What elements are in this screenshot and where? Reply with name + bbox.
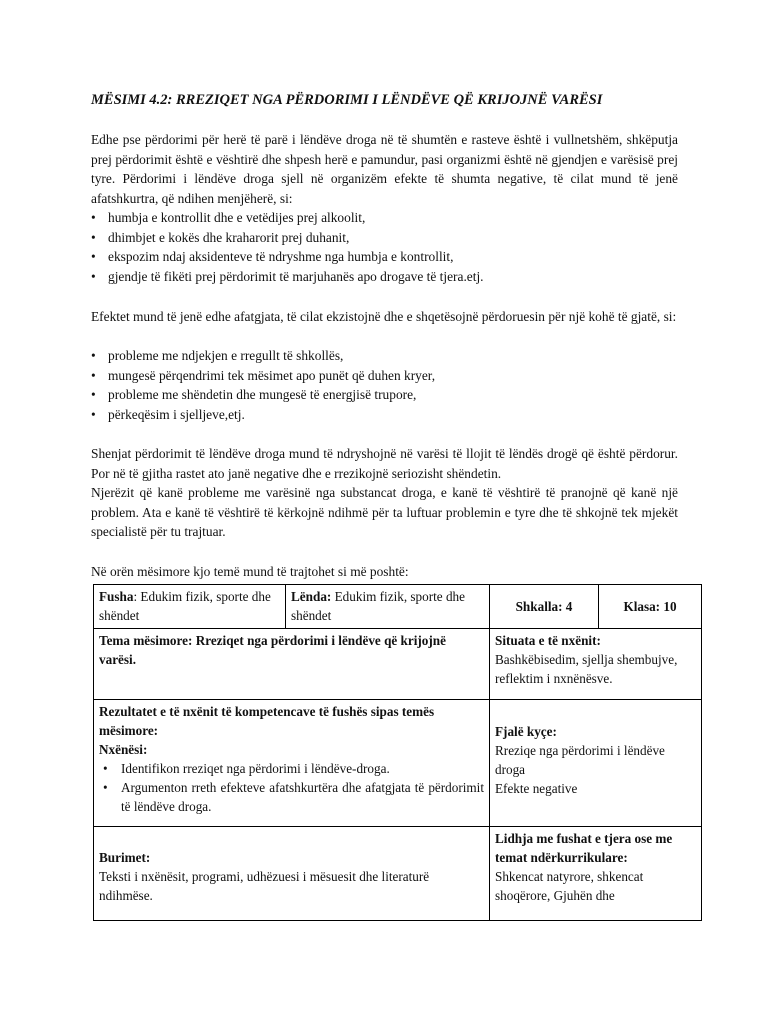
fjale-cell: [490, 700, 702, 827]
rezultatet-list: [99, 759, 484, 816]
klasa-cell: Klasa: 10: [599, 585, 702, 629]
intro-paragraph: Edhe pse përdorimi për herë të parë i lëndëve droga në të shumtën e rasteve është i vullnetshëm, shkëputja prej përdorimit është e vështirë dhe shpesh herë e pamundur, pasi organizmi është në gjendjen e varësisë prej tyre. Përdorimi i lëndëve droga sjell në organizëm efekte të shumta negative, të cilat mund të jenë afatshkurtra, që ndihen menjëherë, si:: [91, 132, 678, 206]
table-row: [94, 827, 702, 921]
lenda-value: Edukim fizik, sporte dhe shëndet: [291, 589, 465, 623]
burimet-label: Burimet:: [99, 850, 151, 865]
lenda-cell: [286, 585, 490, 629]
list-item: • ekspozim ndaj aksidenteve të ndryshme nga humbja e kontrollit,: [91, 247, 678, 267]
lidhja-value: Shkencat natyrore, shkencat shoqërore, Gjuhën dhe: [495, 869, 644, 903]
list-item: • probleme me ndjekjen e rregullt të shkollës,: [91, 346, 678, 366]
table-row: [94, 585, 702, 629]
burimet-value: Teksti i nxënësit, programi, udhëzuesi i mësuesit dhe literaturë ndihmëse.: [99, 869, 430, 903]
situata-label: Situata e të nxënit:: [495, 633, 601, 648]
fusha-label: Fusha: [99, 589, 134, 604]
tema-value: Rreziqet nga përdorimi i lëndëve që krijojnë varësi.: [99, 633, 446, 667]
fusha-value: : Edukim fizik, sporte dhe shëndet: [99, 589, 271, 623]
tema-label: Tema mësimore:: [99, 633, 193, 648]
rezultatet-cell: [94, 700, 490, 827]
long-effects-list: [91, 346, 678, 424]
people-paragraph: Njerëzit që kanë probleme me varësinë nga substancat droga, e kanë të vështirë të pranojnë që kanë një problem. Ata e kanë të vështirë të kërkojnë ndihmë për ta luftuar problemin e tyre dhe të shkojnë tek mjekët specialistë për tu trajtuar.: [91, 485, 678, 539]
fjale-value-2: Efekte negative: [495, 781, 578, 796]
shkalla-cell: Shkalla: 4: [490, 585, 599, 629]
tema-cell: [94, 629, 490, 700]
table-row: [94, 700, 702, 827]
table-intro: Në orën mësimore kjo temë mund të trajtohet si më poshtë:: [91, 564, 409, 579]
list-item: • përkeqësim i sjelljeve,etj.: [91, 405, 678, 425]
burimet-cell: [94, 827, 490, 921]
list-item: • humbja e kontrollit dhe e vetëdijes prej alkoolit,: [91, 208, 678, 228]
nxenesi-label: Nxënësi:: [99, 742, 148, 757]
list-item: • mungesë përqendrimi tek mësimet apo punët që duhen kryer,: [91, 366, 678, 386]
signs-paragraph: Shenjat përdorimit të lëndëve droga mund të ndryshojnë në varësi të llojit të lëndës drogë që është përdorur. Por në të gjitha rastet ato janë negative dhe e rrezikojnë seriozisht shëndetin.: [91, 446, 678, 481]
rezultatet-label: Rezultatet e të nxënit të kompetencave të fushës sipas temës mësimore:: [99, 704, 435, 738]
lidhja-cell: [490, 827, 702, 921]
short-effects-list: [91, 208, 678, 286]
lesson-title: MËSIMI 4.2: RREZIQET NGA PËRDORIMI I LËNDËVE QË KRIJOJNË VARËSI: [91, 92, 603, 108]
list-item: • Identifikon rreziqet nga përdorimi i lëndëve-droga.: [99, 759, 484, 778]
list-item: • dhimbjet e kokës dhe kraharorit prej duhanit,: [91, 228, 678, 248]
table-row: [94, 629, 702, 700]
lidhja-label: Lidhja me fushat e tjera ose me temat ndërkurrikulare:: [495, 831, 673, 865]
list-item: • gjendje të fikëti prej përdorimit të marjuhanës apo drogave të tjera.etj.: [91, 267, 678, 287]
situata-value: Bashkëbisedim, sjellja shembujve, reflektim i nxnënësve.: [495, 652, 678, 686]
situata-cell: [490, 629, 702, 700]
fjale-value-1: Rreziqe nga përdorimi i lëndëve droga: [495, 743, 665, 777]
lesson-plan-table: [93, 584, 702, 921]
list-item: • Argumenton rreth efekteve afatshkurtëra dhe afatgjata të përdorimit të lëndëve droga.: [99, 778, 484, 816]
list-item: • probleme me shëndetin dhe mungesë të energjisë trupore,: [91, 385, 678, 405]
fjale-label: Fjalë kyçe:: [495, 724, 557, 739]
fusha-cell: [94, 585, 286, 629]
lenda-label: Lënda:: [291, 589, 332, 604]
long-effects-intro: Efektet mund të jenë edhe afatgjata, të cilat ekzistojnë dhe e shqetësojnë përdoruesin për një kohë të gjatë, si:: [91, 309, 677, 324]
